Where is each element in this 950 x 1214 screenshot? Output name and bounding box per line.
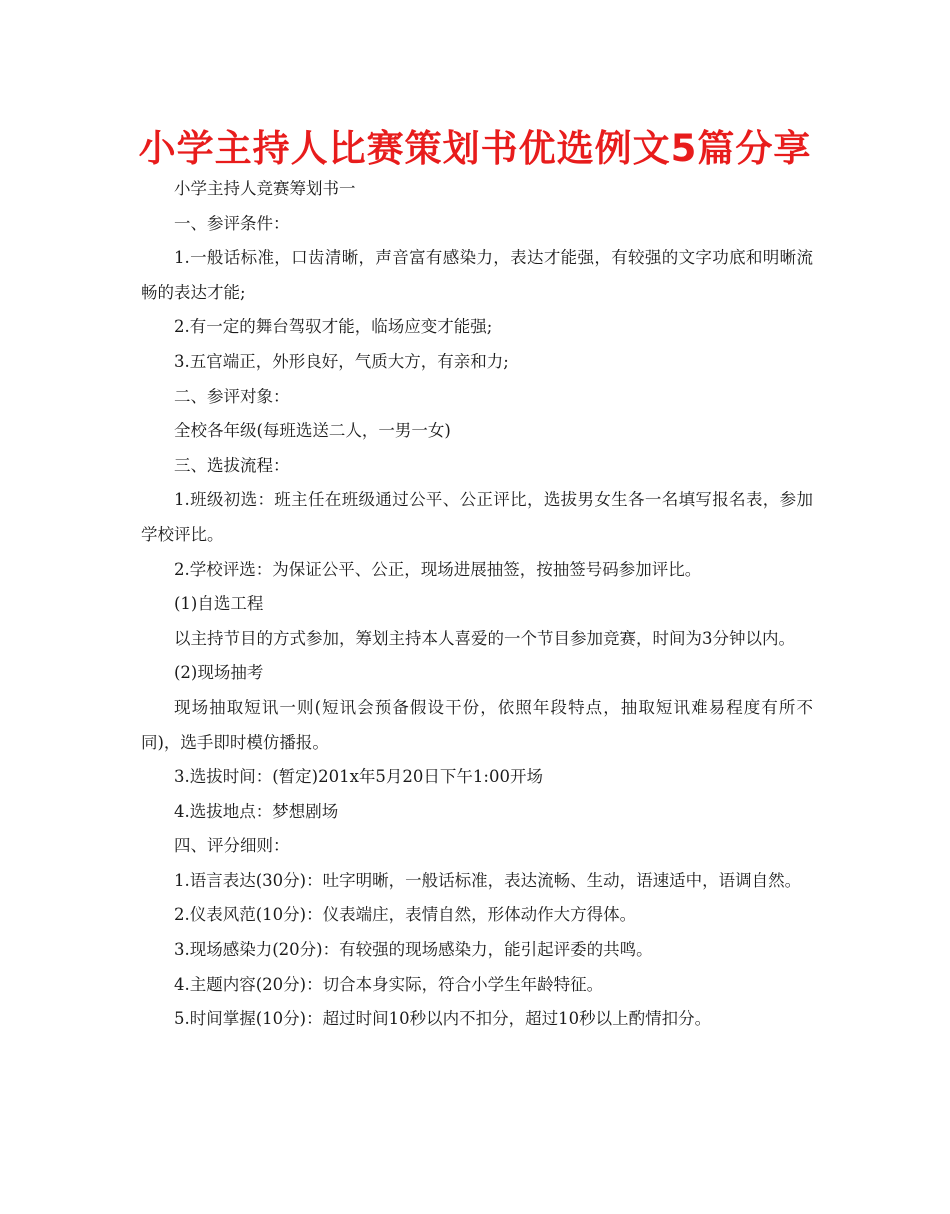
paragraph: 现场抽取短讯一则(短讯会预备假设干份，依照年段特点，抽取短讯难易程度有所不同)，选手即时模仿播报。 [141, 697, 813, 752]
paragraph: 3.五官端正，外形良好，气质大方，有亲和力; [174, 351, 509, 371]
paragraph: 4.主题内容(20分)：切合本身实际，符合小学生年龄特征。 [174, 974, 604, 994]
paragraph: 2.有一定的舞台驾驭才能，临场应变才能强; [174, 317, 493, 337]
section-heading: 二、参评对象： [174, 386, 290, 406]
paragraph: 1.语言表达(30分)：吐字明晰，一般话标准，表达流畅、生动，语速适中，语调自然。 [174, 870, 802, 890]
paragraph: 4.选拔地点：梦想剧场 [174, 801, 339, 821]
paragraph: 1.一般话标准，口齿清晰，声音富有感染力，表达才能强，有较强的文字功底和明晰流畅的表达才能; [141, 248, 813, 302]
section-heading: 四、评分细则： [174, 836, 290, 856]
document-body [141, 172, 813, 1037]
paragraph: (2)现场抽考 [174, 663, 264, 683]
paragraph: 2.学校评选：为保证公平、公正，现场进展抽签，按抽签号码参加评比。 [174, 559, 702, 579]
paragraph: 小学主持人竞赛筹划书一 [174, 179, 356, 198]
paragraph: 1.班级初选：班主任在班级通过公平、公正评比，选拔男女生各一名填写报名表，参加学校评比。 [141, 490, 813, 544]
paragraph: 3.选拔时间：(暂定)201x年5月20日下午1:00开场 [174, 767, 543, 787]
paragraph: 以主持节目的方式参加，筹划主持本人喜爱的一个节目参加竞赛，时间为3分钟以内。 [174, 628, 795, 648]
document-title: 小学主持人比赛策划书优选例文5篇分享 [138, 127, 812, 170]
paragraph: 全校各年级(每班选送二人，一男一女) [174, 421, 451, 441]
section-heading: 一、参评条件： [174, 213, 290, 233]
paragraph: 3.现场感染力(20分)：有较强的现场感染力，能引起评委的共鸣。 [174, 940, 653, 960]
section-heading: 三、选拔流程： [174, 455, 290, 475]
paragraph: 2.仪表风范(10分)：仪表端庄，表情自然，形体动作大方得体。 [174, 905, 637, 925]
paragraph: 5.时间掌握(10分)：超过时间10秒以内不扣分，超过10秒以上酌情扣分。 [174, 1009, 712, 1029]
paragraph: (1)自选工程 [174, 594, 264, 614]
